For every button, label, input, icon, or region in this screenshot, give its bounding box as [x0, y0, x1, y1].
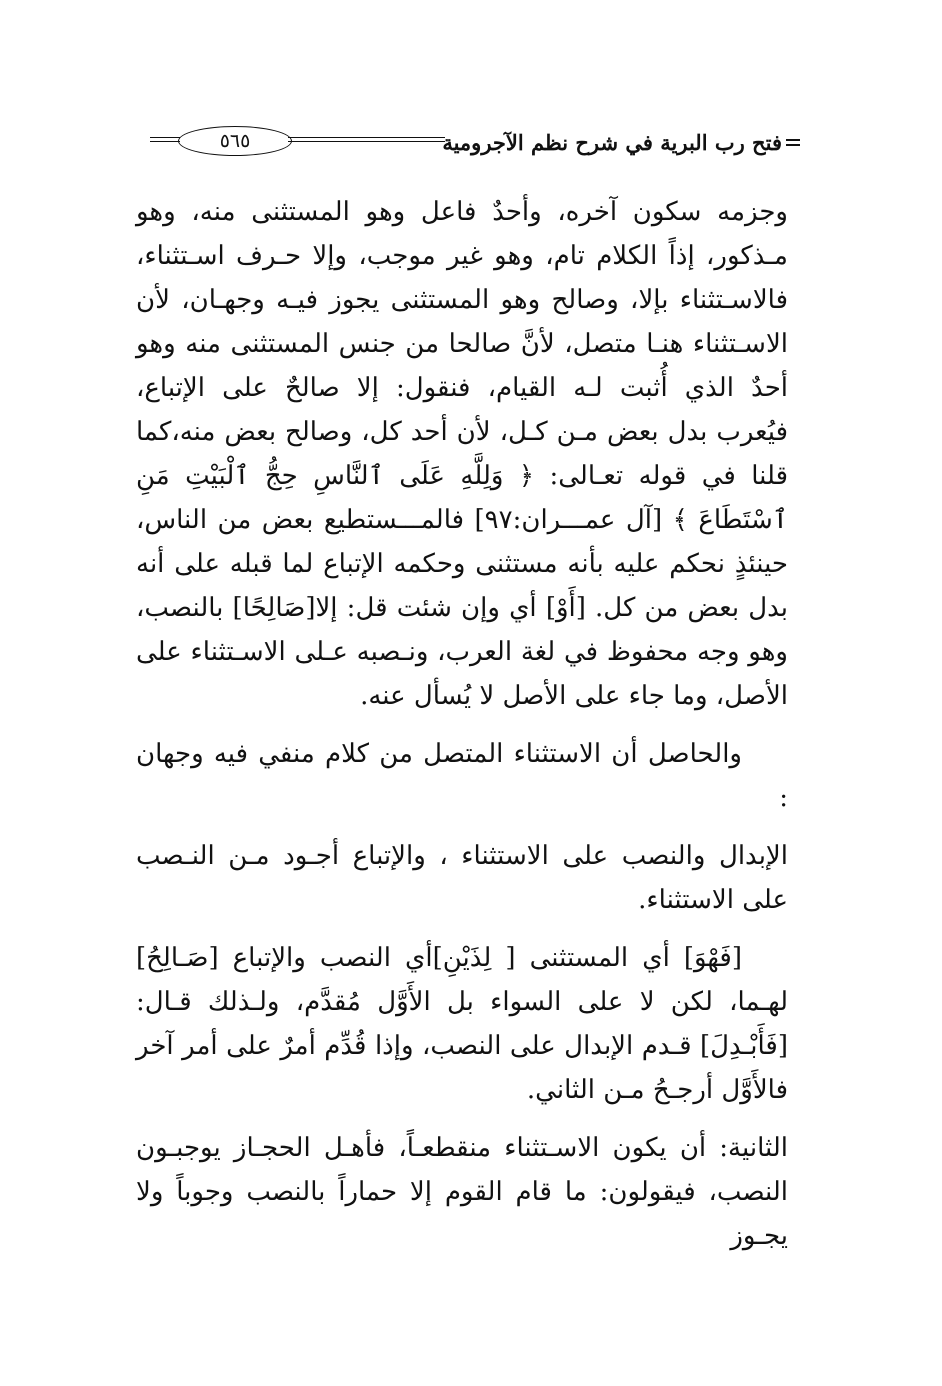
paragraph-5: الثانية: أن يكون الاسـتثناء منقطعـاً، فأهـل الحجـاز يوجبـون النصب، فيقولون: ما قام القوم إلا حماراً بالنصب وجوباً ولا يجـوز	[136, 1133, 788, 1251]
paragraph-2: والحاصل أن الاستثناء المتصل من كلام منفي فيه وجهان :	[136, 739, 788, 813]
paragraph-1: وجزمه سكون آخره، وأحدٌ فاعل وهو المستثنى منه، وهو مـذكور، إذاً الكلام تام، وهو غير موجب، وإلا حـرف اسـتثناء، فالاسـتثناء بإلا، وصالح وهو المستثنى يجوز فيـه وجهـان، لأن الاسـتثناء هنـا متصل، لأنَّ صالحا من جنس المستثنى منه وهو أحدٌ الذي أُثبت لـه القيام، فنقول: إلا صالحٌ على الإتباع، فيُعرب بدل بعض مـن كـل، لأن أحد كل، وصالح بعض منه،كما قلنا في قوله تعـالى: ﴿ وَلِلَّهِ عَلَى ٱلنَّاسِ حِجُّ ٱلْبَيْتِ مَنِ ٱسْتَطَاعَ ﴾ [آل عمـــران:٩٧] فالمـــستطيع بعض من الناس، حينئذٍ نحكم عليه بأنه مستثنى وحكمه الإتباع لما قبله على أنه بدل بعض من كل. [أَوْ] أي وإن شئت قل: إلا[صَالِحًا] بالنصب، وهو وجه محفوظ في لغة العرب، ونـصبه عـلى الاسـتثناء على الأصل، وما جاء على الأصل لا يُسأل عنه.	[136, 197, 788, 711]
running-header	[150, 126, 800, 162]
paragraph-4: [فَهْوَ] أي المستثنى [ لِذَيْنِ]أي النصب والإتباع [صَـالِحُ] لهـما، لكن لا على السواء بل الأَوَّل مُقدَّم، ولـذلك قـال:[فَأَبْـدِلَ] قـدم الإبدال على النصب، وإذا قُدِّم أمرٌ على أمر آخر فالأَوَّل أرجـحُ مـن الثاني.	[136, 943, 788, 1105]
header-rule	[288, 137, 445, 142]
header-rule-end	[150, 137, 180, 142]
paragraph-3: الإبدال والنصب على الاستثناء ، والإتباع أجـود مـن النـصب على الاستثناء.	[136, 841, 788, 915]
page-number: ٥٦٥	[178, 126, 292, 156]
page-body	[136, 190, 788, 1258]
header-lead-rule	[786, 139, 800, 146]
book-title: فتح رب البرية في شرح نظم الآجرومية	[442, 130, 782, 155]
